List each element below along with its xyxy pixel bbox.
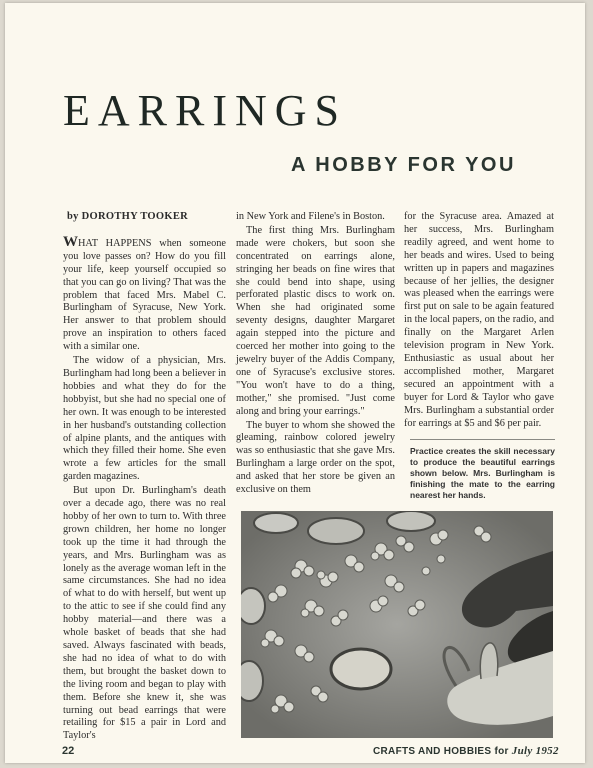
issue-date: July 1952 [511,745,559,757]
paragraph-6: The buyer to whom she showed the gleaming, rainbow colored jewelry was so enthusiastic that she gave Mrs. Burlingham a large order on the spot, and asked that her store be given an exclusive on them [236,419,395,496]
byline: by DOROTHY TOOKER [67,211,189,222]
magazine-page [5,3,585,763]
paragraph-5: The first thing Mrs. Burlingham made were chokers, but soon she concentrated on earrings alone, stringing her beads on fine wires that she could bend into shape, using perforated plastic discs to work on. When she had originated some seventy designs, daughter Margaret again stepped into the picture and coerced her mother into going to the jewelry buyer of the Addis Company, one of Syracuse's exclusive stores. "You won't have to do a thing, mother," she promised. "Just come along and bring your earrings." [236,224,395,417]
magazine-name: CRAFTS AND HOBBIES for [373,746,512,757]
paragraph-3: But upon Dr. Burlingham's death over a decade ago, there was no real hobby of her own to turn to. With three grown children, her home no longer took up the time it had through the years, and Mrs. Burlingham was as lonely as the average woman left in the same circumstances. She had no idea of what to do with herself, but went up to the attic to see if she could find any hobby material—and there was a whole basket of beads that she had saved. Always fascinated with beads, she had no idea of what to do with them, but brought the basket down to the living room and began to play with them. Before she knew it, she was turning out bead earrings that were retailing for $15 a pair in Lord and Taylor's [63,485,226,742]
paragraph-7: for the Syracuse area. Amazed at her success, Mrs. Burlingham readily agreed, and went home to her beads and wires. Used to being written up in papers and magazines because of her jellies, the designer was pleased when the earrings were first put on sale to be again featured in the local papers, on the radio, and finally on the Margaret Arlen television program in New York. Enthusiastic as usual about her accomplished mother, Margaret secured an appointment with a buyer for Lord & Taylor who gave Mrs. Burlingham a substantial order for earrings at $5 and $6 per pair. [404,211,554,429]
earrings-photo-illustration [241,511,553,738]
text-column-2 [236,211,395,498]
paragraph-2: The widow of a physician, Mrs. Burlingham had long been a believer in hobbies and what they do for the hobbyist, but she had no special one of her own. It was enough to be interested in her husband's outstanding collection of alpine plants, and the antiques with which they filled their home. She even wrote a few articles for the small garden magazines. [63,355,226,483]
text-column-1 [63,211,226,744]
earrings-photo [241,511,553,738]
magazine-footer [373,745,559,757]
paragraph-1-text: HAT HAPPENS when someone you love passes on? How do you fill your life, keep yourself occupied so that you can go on living? That was the problem that faced Mrs. Mabel C. Burlingham of Syracuse, New York. Her answer to that problem should prove an inspiration to others faced with a similar one. [63,237,226,353]
caption-divider [410,439,555,440]
article-title: EARRINGS [63,86,348,135]
article-subtitle: A HOBBY FOR YOU [291,154,516,176]
paragraph-1 [63,233,226,354]
paragraph-4: in New York and Filene's in Boston. [236,211,385,222]
page-number: 22 [62,745,75,757]
drop-cap: W [63,233,78,250]
text-column-3 [404,211,554,431]
photo-caption: Practice creates the skill necessary to produce the beautiful earrings shown below. Mrs. Burlingham is finishing the mate to the earring nearest her hands. [410,446,555,500]
